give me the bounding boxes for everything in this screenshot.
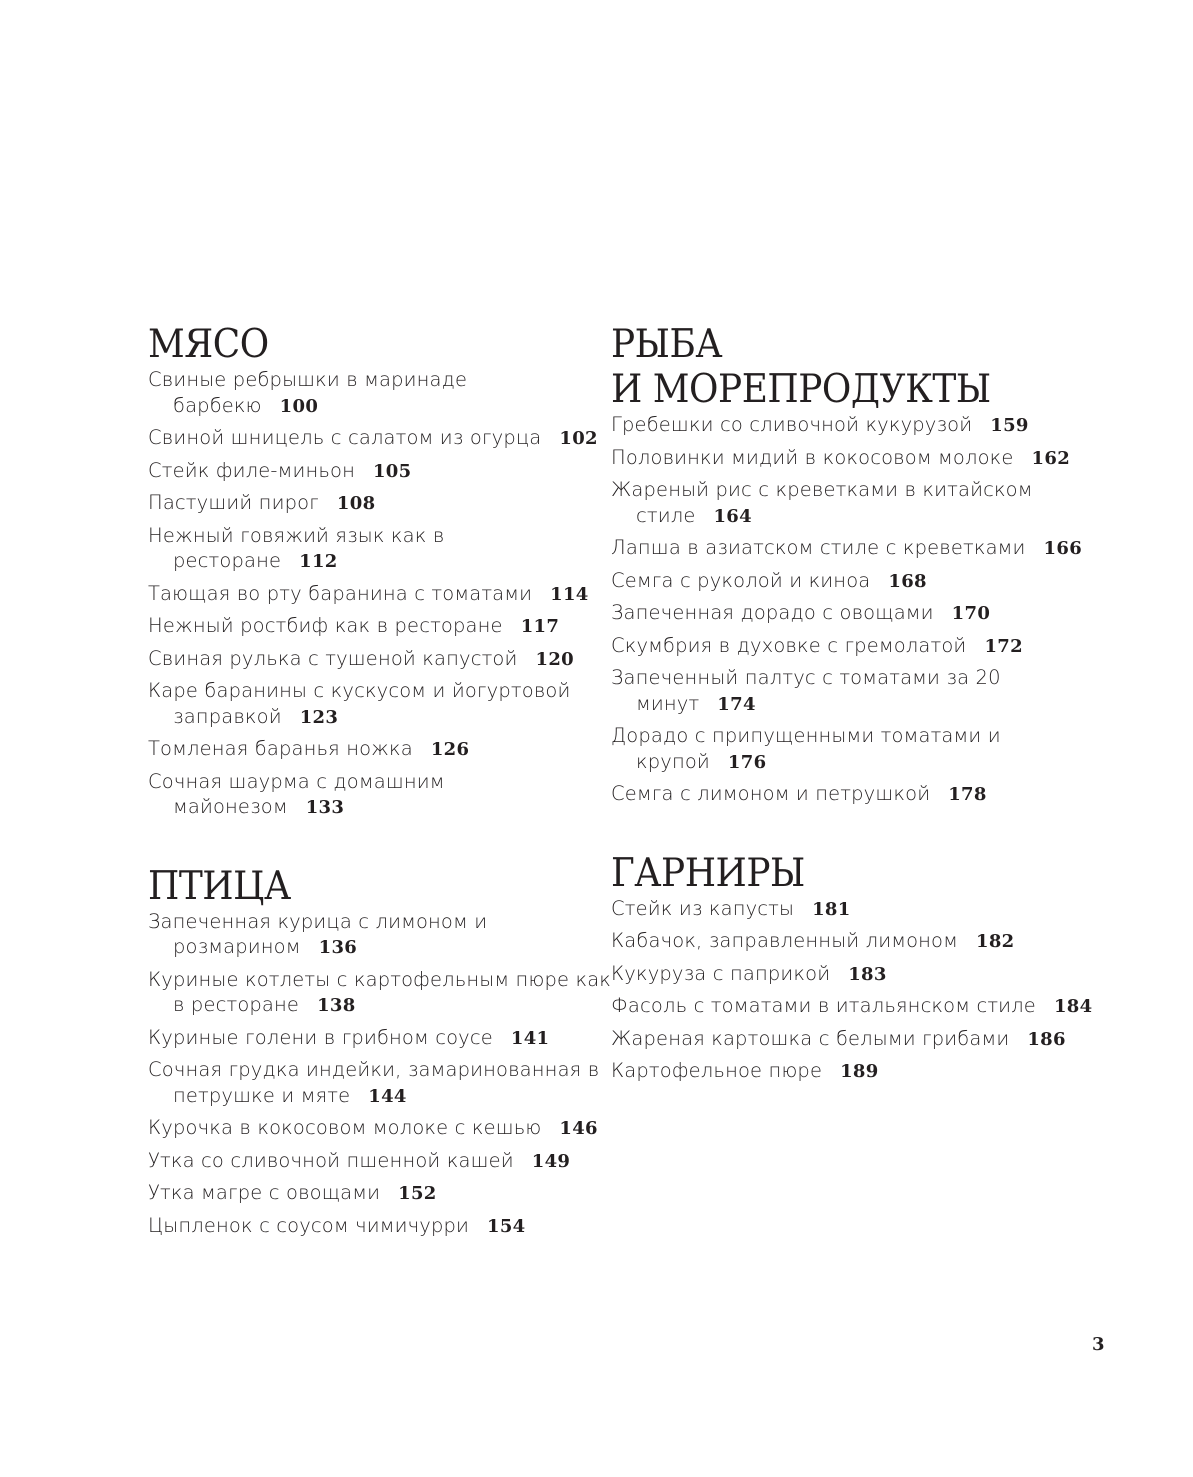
toc-entry[interactable] <box>148 523 613 575</box>
toc-entry[interactable] <box>148 967 613 1019</box>
entry-title: Свиная рулька с тушеной капустой <box>148 646 518 670</box>
toc-entry[interactable] <box>611 993 1106 1020</box>
toc-entry[interactable] <box>611 896 1106 923</box>
toc-entry[interactable] <box>148 367 613 419</box>
entry-title: Запеченный палтус с томатами за 20 минут <box>611 666 1001 715</box>
section-title: ГАРНИРЫ <box>611 850 805 896</box>
entry-title: Пастуший пирог <box>148 491 319 514</box>
entry-page-number: 172 <box>984 635 1023 657</box>
toc-entry[interactable] <box>611 477 1106 529</box>
entry-title: Семга с лимоном и петрушкой <box>611 782 931 805</box>
entry-page-number: 120 <box>535 648 574 670</box>
entry-page-number: 159 <box>990 415 1029 436</box>
entry-title: Жареный рис с креветками в китайском стиле <box>611 478 1033 527</box>
toc-section-poultry <box>148 863 612 1240</box>
entry-title: Дорадо с припущенными томатами и крупой <box>611 724 1001 773</box>
entry-title: Свиной шницель с салатом из огурца <box>148 426 542 449</box>
toc-entry[interactable] <box>148 909 613 961</box>
toc-entry[interactable] <box>148 1115 613 1142</box>
toc-entry-list <box>611 896 1093 1085</box>
toc-entry-list <box>148 909 612 1240</box>
entry-page-number: 189 <box>840 1061 879 1082</box>
section-title: ПТИЦА <box>148 863 291 909</box>
entry-title: Картофельное пюре <box>611 1059 823 1082</box>
toc-entry[interactable] <box>148 1213 613 1240</box>
toc-entry[interactable] <box>148 458 613 485</box>
section-title <box>611 322 1043 412</box>
toc-entry[interactable] <box>148 1057 613 1109</box>
entry-title: Куриные голени в грибном соусе <box>148 1025 493 1049</box>
entry-page-number: 123 <box>299 706 339 728</box>
entry-page-number: 182 <box>976 931 1015 952</box>
toc-entry[interactable] <box>611 1058 1106 1085</box>
entry-page-number: 105 <box>372 460 412 482</box>
entry-page-number: 170 <box>951 603 991 624</box>
toc-entry[interactable] <box>148 490 613 517</box>
toc-entry[interactable] <box>148 1180 613 1207</box>
toc-entry[interactable] <box>148 1148 613 1175</box>
entry-title: Курочка в кокосовом молоке с кешью <box>148 1116 542 1139</box>
toc-section-sides <box>611 850 1093 1085</box>
section-title: МЯСО <box>148 322 269 367</box>
toc-entry[interactable] <box>611 412 1106 439</box>
entry-page-number: 149 <box>531 1150 571 1172</box>
entry-title: Куриные котлеты с картофельным пюре как в ресторане <box>148 967 612 1016</box>
toc-entry[interactable] <box>611 445 1106 472</box>
entry-title: Сочная шаурма с домашним майонезом <box>148 769 445 818</box>
entry-page-number: 184 <box>1053 996 1093 1017</box>
entry-page-number: 141 <box>510 1027 550 1049</box>
entry-title: Тающая во рту баранина с томатами <box>148 581 533 605</box>
entry-title: Нежный говяжий язык как в ресторане <box>148 523 445 572</box>
toc-entry[interactable] <box>611 1026 1106 1053</box>
entry-page-number: 108 <box>336 493 376 514</box>
entry-page-number: 181 <box>812 898 851 920</box>
toc-entry[interactable] <box>148 425 613 452</box>
entry-page-number: 152 <box>398 1183 437 1204</box>
section-title-line: РЫБА <box>611 322 723 367</box>
toc-entry[interactable] <box>611 928 1106 955</box>
toc-entry[interactable] <box>611 723 1106 775</box>
entry-title: Сочная грудка индейки, замаринованная в петрушке и мяте <box>148 1058 600 1107</box>
entry-page-number: 100 <box>279 395 319 417</box>
entry-page-number: 138 <box>317 995 356 1016</box>
entry-title: Гребешки со сливочной кукурузой <box>611 413 973 436</box>
entry-page-number: 154 <box>487 1215 526 1237</box>
toc-entry[interactable] <box>148 678 613 730</box>
entry-page-number: 178 <box>948 784 987 805</box>
entry-title: Стейк филе-миньон <box>148 458 355 482</box>
toc-entry[interactable] <box>148 736 613 763</box>
entry-title: Томленая баранья ножка <box>148 737 413 760</box>
section-title-line: И МОРЕПРОДУКТЫ <box>611 367 991 412</box>
entry-title: Утка со сливочной пшенной кашей <box>148 1148 514 1172</box>
entry-page-number: 176 <box>727 751 767 773</box>
page-number: 3 <box>1092 1334 1105 1355</box>
entry-page-number: 114 <box>550 583 589 605</box>
entry-page-number: 146 <box>559 1118 598 1139</box>
toc-entry[interactable] <box>611 633 1106 660</box>
entry-title: Запеченная курица с лимоном и розмарином <box>148 909 488 958</box>
entry-title: Утка магре с овощами <box>148 1181 381 1204</box>
entry-title: Нежный ростбиф как в ресторане <box>148 614 503 637</box>
entry-page-number: 174 <box>717 693 756 715</box>
entry-page-number: 183 <box>848 963 887 985</box>
entry-title: Жареная картошка с белыми грибами <box>611 1026 1010 1050</box>
toc-section-fish-seafood <box>611 322 1081 808</box>
toc-column-left <box>148 322 612 1282</box>
entry-title: Цыпленок с соусом чимичурри <box>148 1213 470 1237</box>
entry-page-number: 164 <box>713 505 752 527</box>
toc-entry[interactable] <box>148 613 613 640</box>
entry-title: Каре баранины с кускусом и йогуртовой заправкой <box>148 679 571 728</box>
entry-page-number: 162 <box>1031 447 1071 469</box>
toc-entry[interactable] <box>611 961 1106 988</box>
entry-page-number: 144 <box>368 1085 407 1107</box>
entry-page-number: 186 <box>1027 1028 1066 1050</box>
entry-title: Кабачок, заправленный лимоном <box>611 929 958 952</box>
entry-page-number: 112 <box>299 551 338 572</box>
toc-entry[interactable] <box>611 665 1106 717</box>
entry-title: Стейк из капусты <box>611 896 795 920</box>
entry-page-number: 168 <box>888 570 927 592</box>
toc-column-right <box>611 322 1093 1128</box>
entry-title: Запеченная дорадо с овощами <box>611 601 934 624</box>
entry-page-number: 136 <box>318 937 358 958</box>
toc-entry[interactable] <box>611 781 1106 808</box>
toc-entry[interactable] <box>148 769 613 821</box>
toc-entry[interactable] <box>148 581 613 608</box>
entry-page-number: 133 <box>305 797 345 818</box>
entry-title: Свиные ребрышки в маринаде барбекю <box>148 368 468 417</box>
entry-title: Лапша в азиатском стиле с креветками <box>611 536 1026 559</box>
entry-page-number: 102 <box>559 428 598 449</box>
toc-entry-list <box>148 367 598 821</box>
entry-page-number: 126 <box>430 739 470 760</box>
toc-entry[interactable] <box>148 646 613 673</box>
toc-entry-list <box>611 412 1081 808</box>
entry-title: Семга с руколой и киноа <box>611 568 871 592</box>
entry-title: Фасоль с томатами в итальянском стиле <box>611 994 1036 1017</box>
entry-page-number: 166 <box>1043 538 1083 559</box>
entry-title: Скумбрия в духовке с гремолатой <box>611 633 967 657</box>
entry-title: Половинки мидий в кокосовом молоке <box>611 445 1014 469</box>
entry-page-number: 117 <box>520 616 560 637</box>
toc-entry[interactable] <box>148 1025 613 1052</box>
toc-entry[interactable] <box>611 600 1106 627</box>
toc-entry[interactable] <box>611 568 1106 595</box>
toc-entry[interactable] <box>611 535 1106 562</box>
entry-title: Кукуруза с паприкой <box>611 961 831 985</box>
toc-section-meat <box>148 322 598 821</box>
